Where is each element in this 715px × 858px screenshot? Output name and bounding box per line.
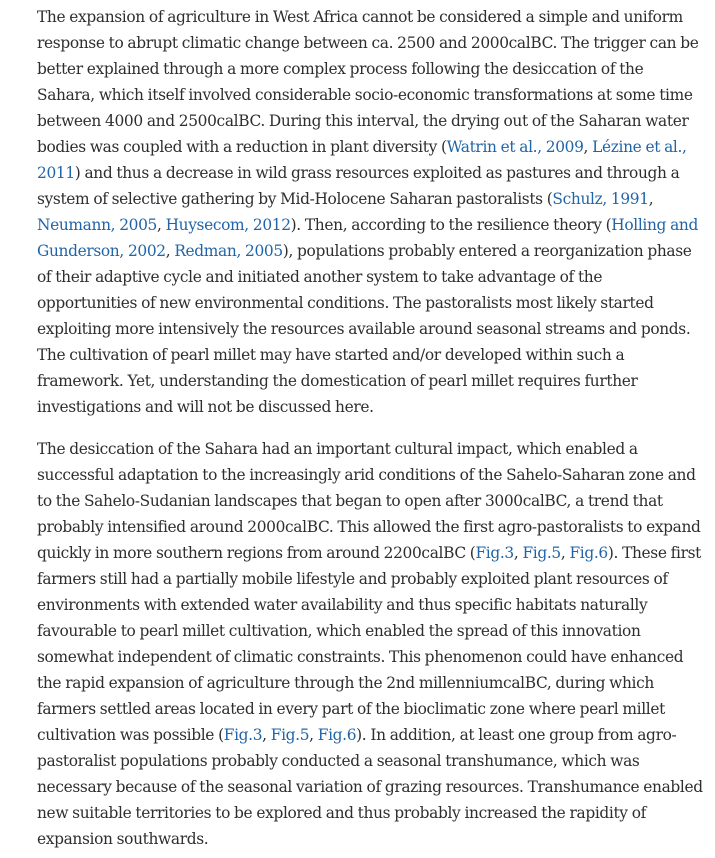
citation-link[interactable]: Fig.6: [569, 544, 608, 562]
text-segment: system of selective gathering by Mid-Holocene Saharan pastoralists (: [37, 190, 553, 208]
text-segment: bodies was coupled with a reduction in plant diversity (: [37, 138, 447, 156]
citation-link[interactable]: Redman, 2005: [174, 242, 283, 260]
citation-link[interactable]: Fig.5: [270, 726, 310, 744]
text-segment: ,: [165, 242, 175, 260]
text-segment: ,: [560, 544, 570, 562]
text-line: [37, 82, 707, 108]
text-segment: ). In addition, at least one group from agro-: [356, 726, 677, 744]
text-segment: to the Sahelo-Sudanian landscapes that began to open after 3000calBC, a trend that: [37, 492, 663, 510]
text-segment: ). Then, according to the resilience theory (: [290, 216, 612, 234]
text-segment: investigations and will not be discussed here.: [37, 398, 374, 416]
text-line: [37, 394, 707, 420]
text-line: [37, 462, 707, 488]
paragraph-sahara-desiccation-impact: [37, 436, 707, 852]
text-line: [37, 108, 707, 134]
text-segment: ), populations probably entered a reorganization phase: [282, 242, 692, 260]
paragraph-agriculture-expansion: [37, 4, 707, 420]
text-line: [37, 56, 707, 82]
text-line: [37, 696, 707, 722]
citation-link[interactable]: Fig.3: [223, 726, 263, 744]
text-line: [37, 342, 707, 368]
text-segment: the rapid expansion of agriculture through the 2nd millenniumcalBC, during which: [37, 674, 654, 692]
text-segment: ,: [513, 544, 523, 562]
text-segment: probably intensified around 2000calBC. This allowed the first agro-pastoralists to expand: [37, 518, 701, 536]
text-line: [37, 134, 707, 160]
citation-link[interactable]: Neumann, 2005: [37, 216, 157, 234]
text-line: [37, 618, 707, 644]
citation-link[interactable]: Gunderson, 2002: [37, 242, 166, 260]
text-segment: new suitable territories to be explored and thus probably increased the rapidity of: [37, 804, 646, 822]
text-segment: environments with extended water availability and thus specific habitats naturally: [37, 596, 648, 614]
text-segment: favourable to pearl millet cultivation, which enabled the spread of this innovation: [37, 622, 641, 640]
text-line: [37, 238, 707, 264]
text-segment: opportunities of new environmental conditions. The pastoralists most likely started: [37, 294, 654, 312]
text-segment: better explained through a more complex process following the desiccation of the: [37, 60, 644, 78]
text-segment: framework. Yet, understanding the domestication of pearl millet requires further: [37, 372, 638, 390]
text-segment: The cultivation of pearl millet may have started and/or developed within such a: [37, 346, 625, 364]
text-segment: ,: [648, 190, 654, 208]
text-segment: necessary because of the seasonal variation of grazing resources. Transhumance enabled: [37, 778, 703, 796]
text-line: [37, 800, 707, 826]
text-segment: somewhat independent of climatic constraints. This phenomenon could have enhanced: [37, 648, 684, 666]
citation-link[interactable]: Fig.3: [475, 544, 514, 562]
text-line: [37, 540, 707, 566]
text-line: [37, 368, 707, 394]
citation-link[interactable]: Lézine et al.,: [592, 138, 687, 156]
text-line: [37, 566, 707, 592]
text-line: [37, 514, 707, 540]
text-segment: The desiccation of the Sahara had an important cultural impact, which enabled a: [37, 440, 638, 458]
text-line: [37, 186, 707, 212]
text-segment: of their adaptive cycle and initiated another system to take advantage of the: [37, 268, 603, 286]
text-line: [37, 264, 707, 290]
text-segment: quickly in more southern regions from around 2200calBC (: [37, 544, 476, 562]
text-segment: exploiting more intensively the resources available around seasonal streams and ponds.: [37, 320, 691, 338]
text-line: [37, 212, 707, 238]
text-segment: ). These first: [607, 544, 701, 562]
text-line: [37, 30, 707, 56]
text-line: [37, 160, 707, 186]
text-line: [37, 316, 707, 342]
citation-link[interactable]: Fig.6: [317, 726, 357, 744]
text-line: [37, 722, 707, 748]
text-segment: cultivation was possible (: [37, 726, 224, 744]
citation-link[interactable]: 2011: [37, 164, 75, 182]
text-segment: ,: [309, 726, 318, 744]
text-line: [37, 592, 707, 618]
text-segment: ,: [583, 138, 593, 156]
text-line: [37, 774, 707, 800]
text-segment: ,: [262, 726, 271, 744]
text-segment: response to abrupt climatic change between ca. 2500 and 2000calBC. The trigger can be: [37, 34, 699, 52]
text-segment: between 4000 and 2500calBC. During this interval, the drying out of the Saharan water: [37, 112, 689, 130]
text-segment: The expansion of agriculture in West Africa cannot be considered a simple and uniform: [37, 8, 683, 26]
citation-link[interactable]: Schulz, 1991: [552, 190, 649, 208]
text-line: [37, 4, 707, 30]
text-segment: ) and thus a decrease in wild grass resources exploited as pastures and through a: [74, 164, 680, 182]
text-segment: farmers settled areas located in every part of the bioclimatic zone where pearl millet: [37, 700, 665, 718]
citation-link[interactable]: Watrin et al., 2009: [446, 138, 584, 156]
citation-link[interactable]: Fig.5: [522, 544, 561, 562]
text-line: [37, 670, 707, 696]
article-body: [37, 4, 707, 852]
text-segment: successful adaptation to the increasingly arid conditions of the Sahelo-Saharan zone and: [37, 466, 696, 484]
text-segment: pastoralist populations probably conducted a seasonal transhumance, which was: [37, 752, 640, 770]
text-segment: ,: [156, 216, 166, 234]
citation-link[interactable]: Huysecom, 2012: [165, 216, 291, 234]
text-segment: farmers still had a partially mobile lifestyle and probably exploited plant resources of: [37, 570, 668, 588]
text-line: [37, 748, 707, 774]
text-segment: expansion southwards.: [37, 830, 209, 848]
text-line: [37, 826, 707, 852]
text-segment: Sahara, which itself involved considerable socio-economic transformations at some time: [37, 86, 693, 104]
text-line: [37, 644, 707, 670]
text-line: [37, 488, 707, 514]
citation-link[interactable]: Holling and: [611, 216, 698, 234]
text-line: [37, 436, 707, 462]
text-line: [37, 290, 707, 316]
